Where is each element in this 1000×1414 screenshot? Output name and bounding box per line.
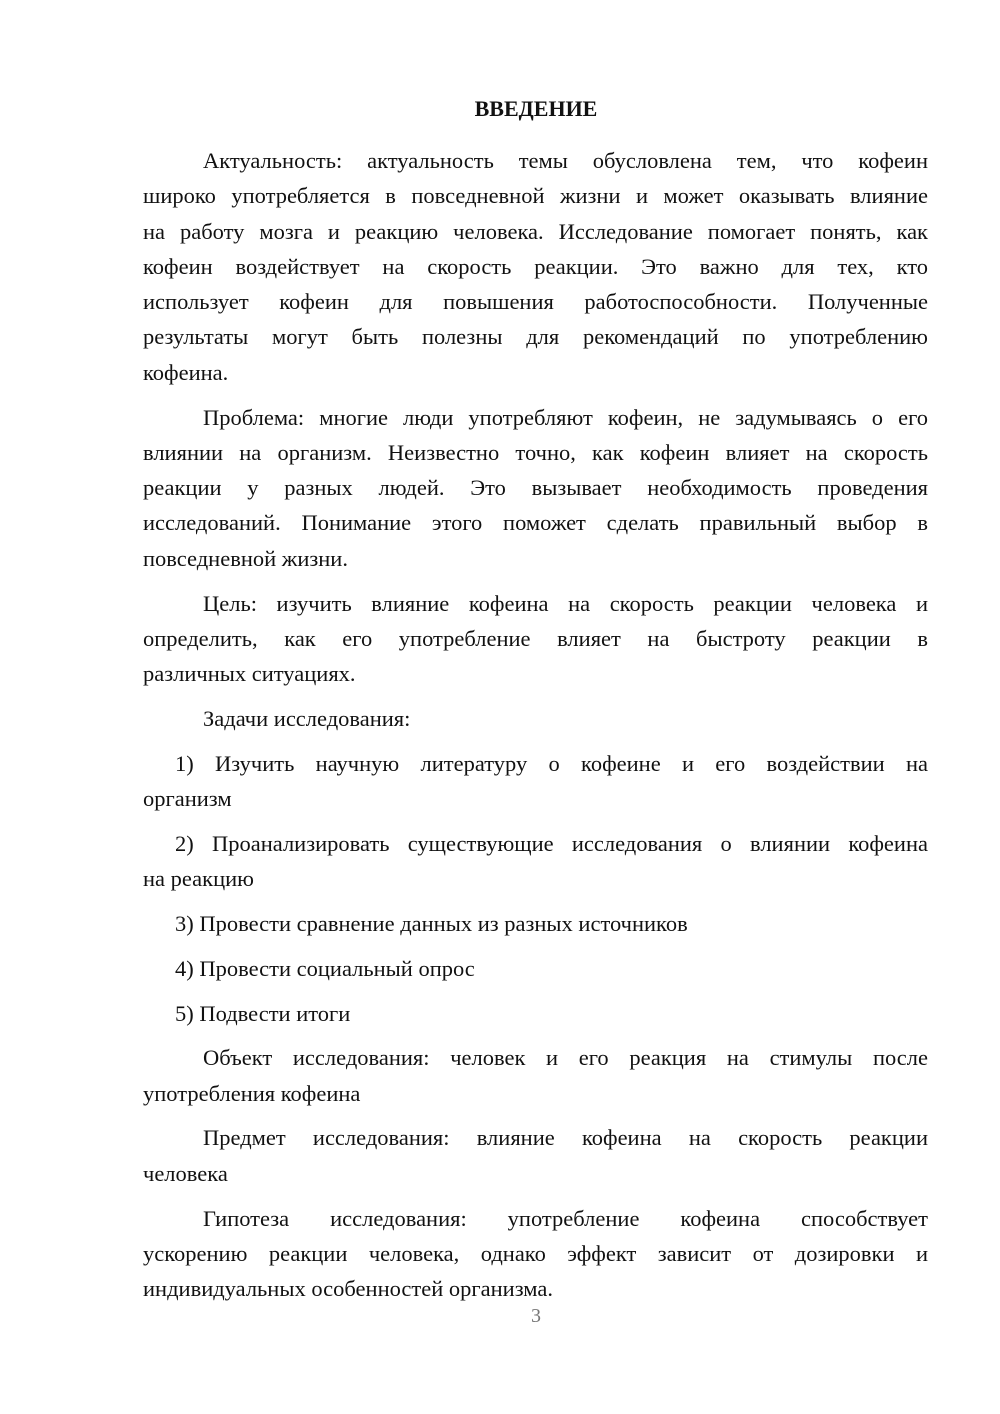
list-item xyxy=(143,906,928,941)
list-item xyxy=(143,996,928,1031)
text-line: влиянии на организм. Неизвестно точно, как кофеин влияет на скорость xyxy=(143,439,928,465)
text-line: 2) Проанализировать существующие исследования о влиянии кофеина xyxy=(175,830,928,856)
text-line: организм xyxy=(143,786,232,812)
text-line: Гипотеза исследования: употребление кофеина способствует xyxy=(203,1205,928,1231)
paragraph xyxy=(143,701,928,736)
paragraph xyxy=(143,1120,928,1191)
paragraph xyxy=(143,1040,928,1111)
text-line: широко употребляется в повседневной жизни и может оказывать влияние xyxy=(143,183,928,209)
text-line: различных ситуациях. xyxy=(143,661,356,687)
text-line: 3) Провести сравнение данных из разных источников xyxy=(175,910,688,936)
document-body xyxy=(143,143,928,1316)
text-line: Задачи исследования: xyxy=(203,705,411,731)
list-item xyxy=(143,826,928,897)
text-line: реакции у разных людей. Это вызывает необходимость проведения xyxy=(143,475,928,501)
text-line: употребления кофеина xyxy=(143,1080,361,1106)
text-line: Цель: изучить влияние кофеина на скорость реакции человека и xyxy=(203,590,928,616)
text-line: Проблема: многие люди употребляют кофеин, не задумываясь о его xyxy=(203,404,928,430)
text-line: Предмет исследования: влияние кофеина на скорость реакции xyxy=(203,1125,928,1151)
text-line: на работу мозга и реакцию человека. Исследование помогает понять, как xyxy=(143,218,928,244)
text-line: 5) Подвести итоги xyxy=(175,1000,351,1026)
text-line: ускорению реакции человека, однако эффект зависит от дозировки и xyxy=(143,1240,928,1266)
text-line: кофеин воздействует на скорость реакции. Это важно для тех, кто xyxy=(143,253,928,279)
text-line: повседневной жизни. xyxy=(143,545,348,571)
list-item xyxy=(143,951,928,986)
text-line: человека xyxy=(143,1160,228,1186)
paragraph xyxy=(143,143,928,390)
text-line: Актуальность: актуальность темы обусловлена тем, что кофеин xyxy=(203,148,928,173)
text-line: использует кофеин для повышения работоспособности. Полученные xyxy=(143,289,928,315)
text-line: индивидуальных особенностей организма. xyxy=(143,1276,553,1302)
paragraph xyxy=(143,400,928,576)
page-number: 3 xyxy=(531,1305,541,1327)
text-line: определить, как его употребление влияет на быстроту реакции в xyxy=(143,625,928,651)
text-line: исследований. Понимание этого поможет сделать правильный выбор в xyxy=(143,510,928,536)
text-line: результаты могут быть полезны для рекомендаций по употреблению xyxy=(143,324,928,350)
text-line: 4) Провести социальный опрос xyxy=(175,955,475,981)
text-line: кофеина. xyxy=(143,359,229,385)
text-line: Объект исследования: человек и его реакция на стимулы после xyxy=(203,1045,928,1071)
text-line: на реакцию xyxy=(143,866,254,892)
paragraph xyxy=(143,586,928,692)
list-item xyxy=(143,746,928,817)
section-title: ВВЕДЕНИЕ xyxy=(474,96,598,121)
text-line: 1) Изучить научную литературу о кофеине и его воздействии на xyxy=(175,750,928,776)
paragraph xyxy=(143,1201,928,1307)
